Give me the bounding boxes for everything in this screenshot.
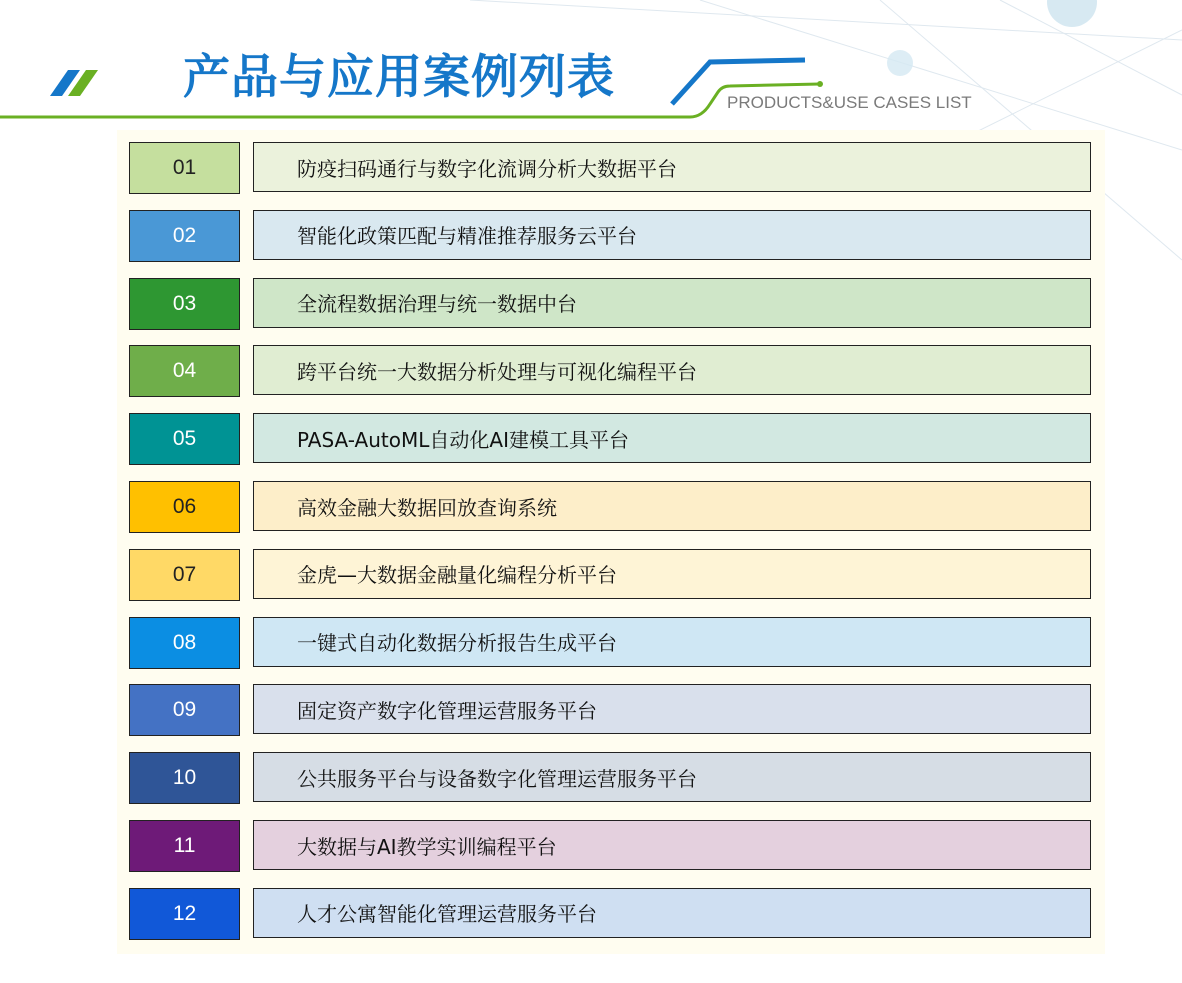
list-item <box>129 142 1093 194</box>
list-item <box>129 345 1093 397</box>
decor-circle-top <box>1047 0 1097 27</box>
item-label: 防疫扫码通行与数字化流调分析大数据平台 <box>253 142 1091 192</box>
item-number: 11 <box>129 820 240 872</box>
decor-circle-small <box>887 50 913 76</box>
item-label: 金虎—大数据金融量化编程分析平台 <box>253 549 1091 599</box>
item-number: 09 <box>129 684 240 736</box>
item-number: 05 <box>129 413 240 465</box>
item-label: 大数据与AI教学实训编程平台 <box>253 820 1091 870</box>
item-number: 08 <box>129 617 240 669</box>
item-label: 人才公寓智能化管理运营服务平台 <box>253 888 1091 938</box>
title-slash-icon <box>50 66 120 100</box>
item-number: 07 <box>129 549 240 601</box>
list-item <box>129 549 1093 601</box>
page-subtitle: PRODUCTS&USE CASES LIST <box>727 93 972 112</box>
item-label: 公共服务平台与设备数字化管理运营服务平台 <box>253 752 1091 802</box>
page-title: 产品与应用案例列表 <box>183 50 615 105</box>
item-label: 智能化政策匹配与精准推荐服务云平台 <box>253 210 1091 260</box>
item-number: 03 <box>129 278 240 330</box>
list-item <box>129 210 1093 262</box>
item-label: 固定资产数字化管理运营服务平台 <box>253 684 1091 734</box>
item-number: 04 <box>129 345 240 397</box>
list-item <box>129 617 1093 669</box>
list-item <box>129 413 1093 465</box>
list-item <box>129 752 1093 804</box>
list-item <box>129 820 1093 872</box>
item-number: 06 <box>129 481 240 533</box>
item-number: 02 <box>129 210 240 262</box>
item-label: 全流程数据治理与统一数据中台 <box>253 278 1091 328</box>
item-number: 10 <box>129 752 240 804</box>
list-item <box>129 278 1093 330</box>
list-item <box>129 888 1093 940</box>
item-label: 跨平台统一大数据分析处理与可视化编程平台 <box>253 345 1091 395</box>
item-label: 一键式自动化数据分析报告生成平台 <box>253 617 1091 667</box>
item-label: 高效金融大数据回放查询系统 <box>253 481 1091 531</box>
item-number: 01 <box>129 142 240 194</box>
item-label: PASA-AutoML自动化AI建模工具平台 <box>253 413 1091 463</box>
list-item <box>129 481 1093 533</box>
item-number: 12 <box>129 888 240 940</box>
list-item <box>129 684 1093 736</box>
